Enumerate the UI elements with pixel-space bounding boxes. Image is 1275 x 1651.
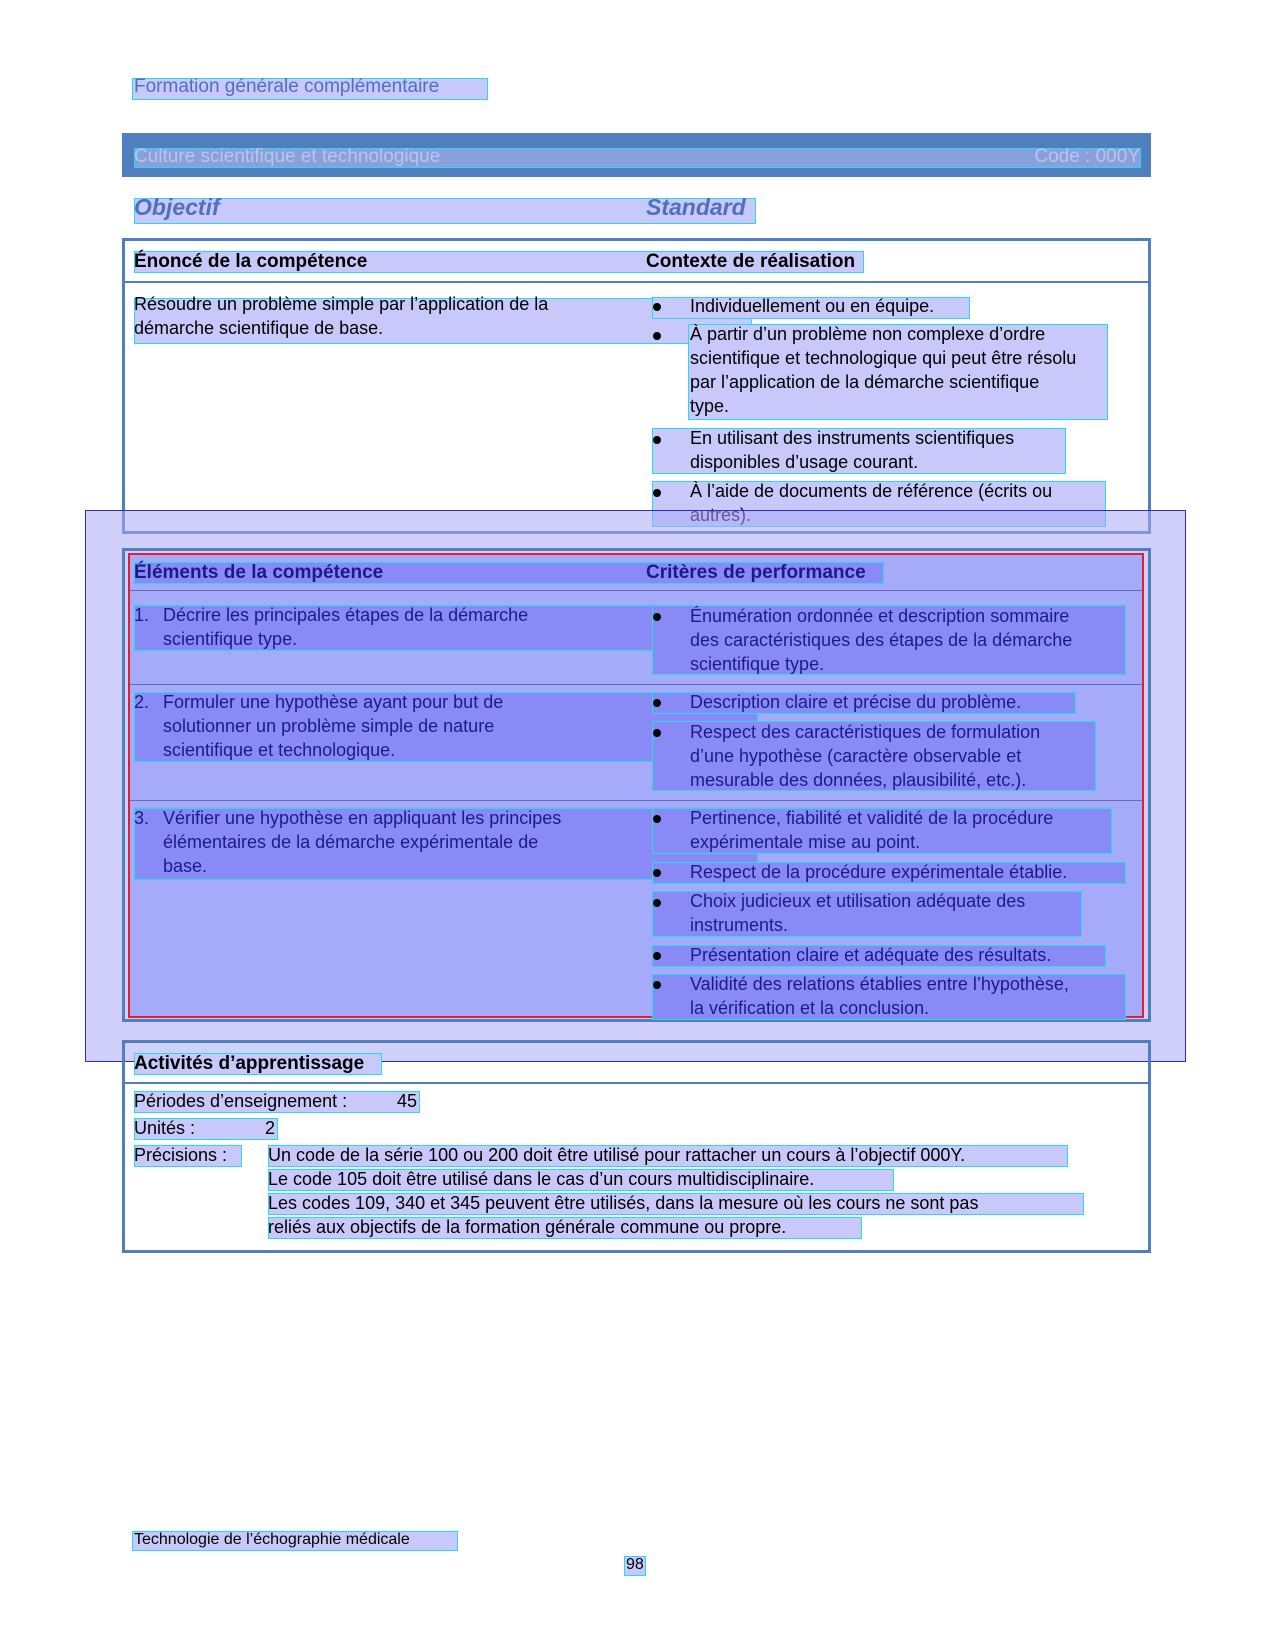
criterion-line: expérimentale mise au point. bbox=[690, 832, 921, 852]
bullet-icon bbox=[653, 981, 661, 989]
element-number: 3. bbox=[134, 808, 150, 828]
precisions-label: Précisions : bbox=[134, 1145, 228, 1165]
competence-header-rule bbox=[124, 281, 1149, 283]
statement-header: Énoncé de la compétence bbox=[134, 251, 368, 272]
element-line: Décrire les principales étapes de la démarche bbox=[163, 605, 529, 625]
units-label: Unités : bbox=[134, 1118, 196, 1138]
elements-header: Éléments de la compétence bbox=[134, 562, 384, 583]
activities-header: Activités d’apprentissage bbox=[134, 1053, 365, 1074]
bullet-icon bbox=[653, 815, 661, 823]
periods-label: Périodes d’enseignement : bbox=[134, 1091, 348, 1111]
criterion-line: mesurable des données, plausibilité, etc.). bbox=[690, 770, 1027, 790]
element-line: scientifique et technologique. bbox=[163, 740, 396, 760]
bullet-icon bbox=[653, 332, 661, 340]
criterion-line: Respect de la procédure expérimentale établie. bbox=[690, 862, 1068, 882]
statement-line: Résoudre un problème simple par l’application de la bbox=[134, 294, 549, 314]
context-item-line: par l’application de la démarche scientifique bbox=[690, 372, 1040, 392]
units-value: 2 bbox=[265, 1118, 276, 1138]
page-number: 98 bbox=[626, 1556, 644, 1573]
row-separator bbox=[130, 800, 1142, 801]
criterion-line: Respect des caractéristiques de formulation bbox=[690, 722, 1041, 742]
bullet-icon bbox=[653, 303, 661, 311]
criterion-line: instruments. bbox=[690, 915, 789, 935]
standard-label: Standard bbox=[646, 194, 746, 220]
context-item-line: type. bbox=[690, 396, 730, 416]
element-line: base. bbox=[163, 856, 208, 876]
element-number: 2. bbox=[134, 692, 150, 712]
periods-value: 45 bbox=[397, 1091, 418, 1111]
criterion-line: la vérification et la conclusion. bbox=[690, 998, 930, 1018]
element-line: scientifique type. bbox=[163, 629, 298, 649]
element-line: solutionner un problème simple de nature bbox=[163, 716, 495, 736]
bullet-icon bbox=[653, 613, 661, 621]
row-separator bbox=[130, 684, 1142, 685]
precision-line: Un code de la série 100 ou 200 doit être utilisé pour rattacher un cours à l’objectif 000Y. bbox=[268, 1145, 966, 1165]
element-line: Formuler une hypothèse ayant pour but de bbox=[163, 692, 504, 712]
criterion-line: d’une hypothèse (caractère observable et bbox=[690, 746, 1022, 766]
criterion-line: scientifique type. bbox=[690, 654, 825, 674]
bullet-icon bbox=[653, 869, 661, 877]
statement-line: démarche scientifique de base. bbox=[134, 318, 384, 338]
context-item-line: scientifique et technologique qui peut être résolu bbox=[690, 348, 1077, 368]
criterion-line: Pertinence, fiabilité et validité de la procédure bbox=[690, 808, 1054, 828]
objective-label: Objectif bbox=[134, 194, 220, 220]
precision-line: reliés aux objectifs de la formation générale commune ou propre. bbox=[268, 1217, 787, 1237]
element-line: élémentaires de la démarche expérimentale de bbox=[163, 832, 539, 852]
context-item-line: Individuellement ou en équipe. bbox=[690, 296, 935, 316]
element-line: Vérifier une hypothèse en appliquant les principes bbox=[163, 808, 562, 828]
footer-program: Technologie de l’échographie médicale bbox=[134, 1531, 410, 1548]
top-title: Formation générale complémentaire bbox=[134, 76, 440, 97]
context-item-line: À l’aide de documents de référence (écrits ou bbox=[690, 481, 1053, 501]
criterion-line: Choix judicieux et utilisation adéquate des bbox=[690, 891, 1026, 911]
bullet-icon bbox=[653, 729, 661, 737]
context-item-line: disponibles d’usage courant. bbox=[690, 452, 919, 472]
elements-header-rule bbox=[130, 590, 1142, 591]
context-header: Contexte de réalisation bbox=[646, 251, 856, 272]
criterion-line: des caractéristiques des étapes de la démarche bbox=[690, 630, 1073, 650]
criterion-line: Énumération ordonnée et description sommaire bbox=[690, 606, 1070, 626]
criterion-line: Présentation claire et adéquate des résultats. bbox=[690, 945, 1052, 965]
precision-line: Les codes 109, 340 et 345 peuvent être utilisés, dans la mesure où les cours ne sont pas bbox=[268, 1193, 979, 1213]
course-title: Culture scientifique et technologique bbox=[134, 146, 441, 167]
course-code: Code : 000Y bbox=[1034, 146, 1140, 167]
bullet-icon bbox=[653, 952, 661, 960]
element-number: 1. bbox=[134, 605, 150, 625]
bullet-icon bbox=[653, 489, 661, 497]
context-item-line: À partir d’un problème non complexe d’ordre bbox=[690, 324, 1046, 344]
precision-line: Le code 105 doit être utilisé dans le cas d’un cours multidisciplinaire. bbox=[268, 1169, 815, 1189]
criterion-line: Validité des relations établies entre l’hypothèse, bbox=[690, 974, 1069, 994]
bullet-icon bbox=[653, 436, 661, 444]
criterion-line: Description claire et précise du problème. bbox=[690, 692, 1022, 712]
context-item-line: En utilisant des instruments scientifiques bbox=[690, 428, 1015, 448]
bullet-icon bbox=[653, 699, 661, 707]
activities-header-rule bbox=[124, 1082, 1149, 1084]
criteria-header: Critères de performance bbox=[646, 562, 866, 583]
bullet-icon bbox=[653, 899, 661, 907]
